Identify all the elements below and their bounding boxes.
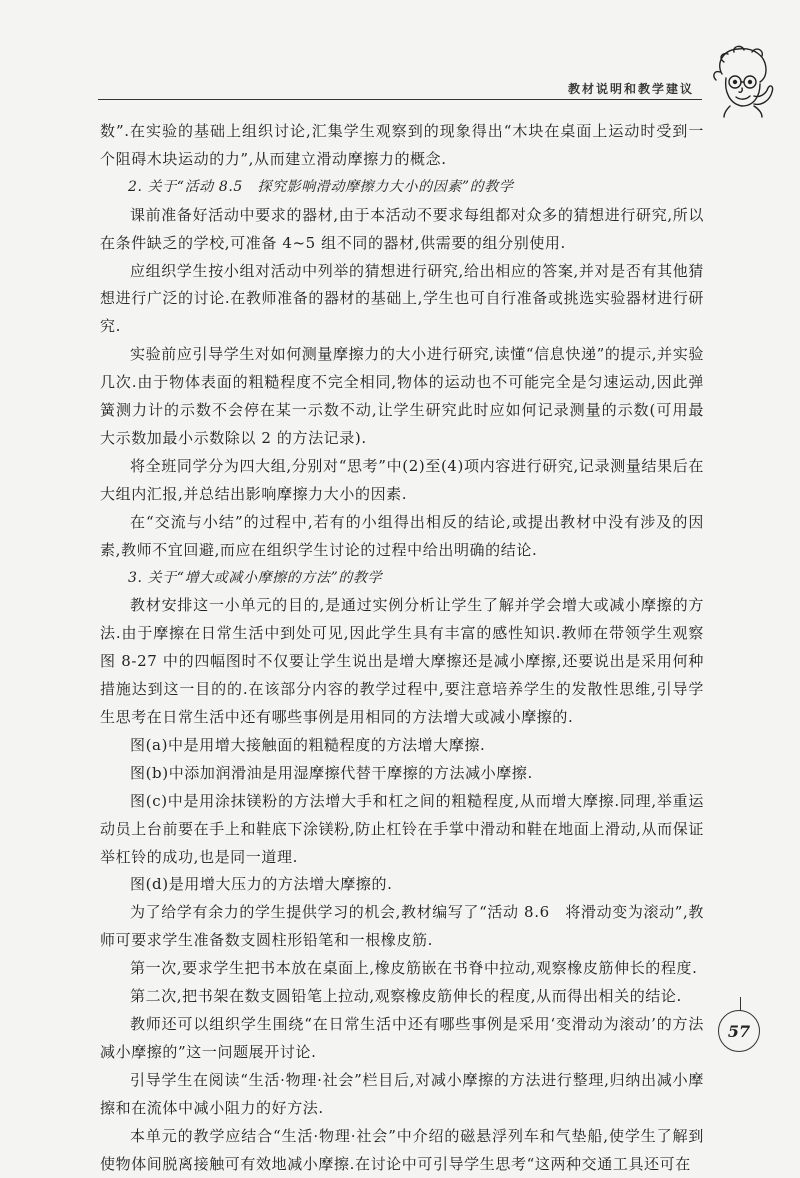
paragraph: 第二次,把书架在数支圆铅笔上拉动,观察橡皮筋伸长的程度,从而得出相关的结论. xyxy=(130,987,682,1006)
paragraph: 数”.在实验的基础上组织讨论,汇集学生观察到的现象得出“木块在桌面上运动时受到一个阻碍木块运动的力”,从而建立滑动摩擦力的概念. xyxy=(100,122,704,168)
paragraph: 教材安排这一小单元的目的,是通过实例分析让学生了解并学会增大或减小摩擦的方法.由于摩擦在日常生活中到处可见,因此学生具有丰富的感性知识.教师在带领学生观察图 8-27 中的四幅图时不仅要让学生说出是增大摩擦还是减小摩擦,还要说出是采用何种措施达到这一目的的.在该部分内容的教学过程中,要注意培养学生的发散性思维,引导学生思考在日常生活中还有哪些事例是用相同的方法增大或减小摩擦的. xyxy=(100,596,704,727)
paragraph: 课前准备好活动中要求的器材,由于本活动不要求每组都对众多的猜想进行研究,所以在条件缺乏的学校,可准备 4~5 组不同的器材,供需要的组分别使用. xyxy=(100,205,704,252)
paragraph: 图(a)中是用增大接触面的粗糙程度的方法增大摩擦. xyxy=(130,735,486,754)
paragraph: 图(c)中是用涂抹镁粉的方法增大手和杠之间的粗糙程度,从而增大摩擦.同理,举重运动员上台前要在手上和鞋底下涂镁粉,防止杠铃在手掌中滑动和鞋在地面上滑动,从而保证举杠铃的成功,也是同一道理. xyxy=(100,791,704,866)
section-heading: 2. 关于“活动 8.5 探究影响滑动摩擦力大小的因素”的教学 xyxy=(128,178,514,195)
paragraph: 图(d)是用增大压力的方法增大摩擦的. xyxy=(130,875,393,894)
paragraph: 图(b)中添加润滑油是用湿摩擦代替干摩擦的方法减小摩擦. xyxy=(130,763,533,782)
paragraph: 引导学生在阅读“生活·物理·社会”栏目后,对减小摩擦的方法进行整理,归纳出减小摩擦和在流体中减小阻力的好方法. xyxy=(100,1070,704,1117)
body-text xyxy=(100,118,704,1178)
page-number: 57 xyxy=(718,1010,760,1052)
paragraph: 将全班同学分为四大组,分别对“思考”中(2)至(4)项内容进行研究,记录测量结果后在大组内汇报,并总结出影响摩擦力大小的因素. xyxy=(100,456,704,503)
paragraph: 实验前应引导学生对如何测量摩擦力的大小进行研究,读懂“信息快递”的提示,并实验几次.由于物体表面的粗糙程度不完全相同,物体的运动也不可能完全是匀速运动,因此弹簧测力计的示数不会停在某一示数不动,让学生研究此时应如何记录测量的示数(可用最大示数加最小示数除以 2 的方法记录). xyxy=(100,345,704,447)
page-number-tick xyxy=(740,997,741,1011)
paragraph: 在“交流与小结”的过程中,若有的小组得出相反的结论,或提出教材中没有涉及的因素,教师不宜回避,而应在组织学生讨论的过程中给出明确的结论. xyxy=(100,512,704,559)
paragraph: 本单元的教学应结合“生活·物理·社会”中介绍的磁悬浮列车和气垫船,使学生了解到使物体间脱离接触可有效地减小摩擦.在讨论中可引导学生思考“这两种交通工具还可在 xyxy=(100,1126,704,1173)
paragraph: 应组织学生按小组对活动中列举的猜想进行研究,给出相应的答案,并对是否有其他猜想进行广泛的讨论.在教师准备的器材的基础上,学生也可自行准备或挑选实验器材进行研究. xyxy=(100,261,704,336)
paragraph: 第一次,要求学生把书本放在桌面上,橡皮筋嵌在书脊中拉动,观察橡皮筋伸长的程度. xyxy=(130,959,698,978)
header-title: 教材说明和教学建议 xyxy=(567,82,694,96)
cartoon-character-icon xyxy=(708,44,778,118)
header-rule xyxy=(98,99,702,100)
section-heading: 3. 关于“增大或减小摩擦的方法”的教学 xyxy=(128,569,383,586)
paragraph: 为了给学有余力的学生提供学习的机会,教材编写了“活动 8.6 将滑动变为滚动”,教师可要求学生准备数支圆柱形铅笔和一根橡皮筋. xyxy=(100,903,704,950)
page-header xyxy=(98,74,702,100)
paragraph: 教师还可以组织学生围绕“在日常生活中还有哪些事例是采用‘变滑动为滚动’的方法减小摩擦的”这一问题展开讨论. xyxy=(100,1015,704,1061)
